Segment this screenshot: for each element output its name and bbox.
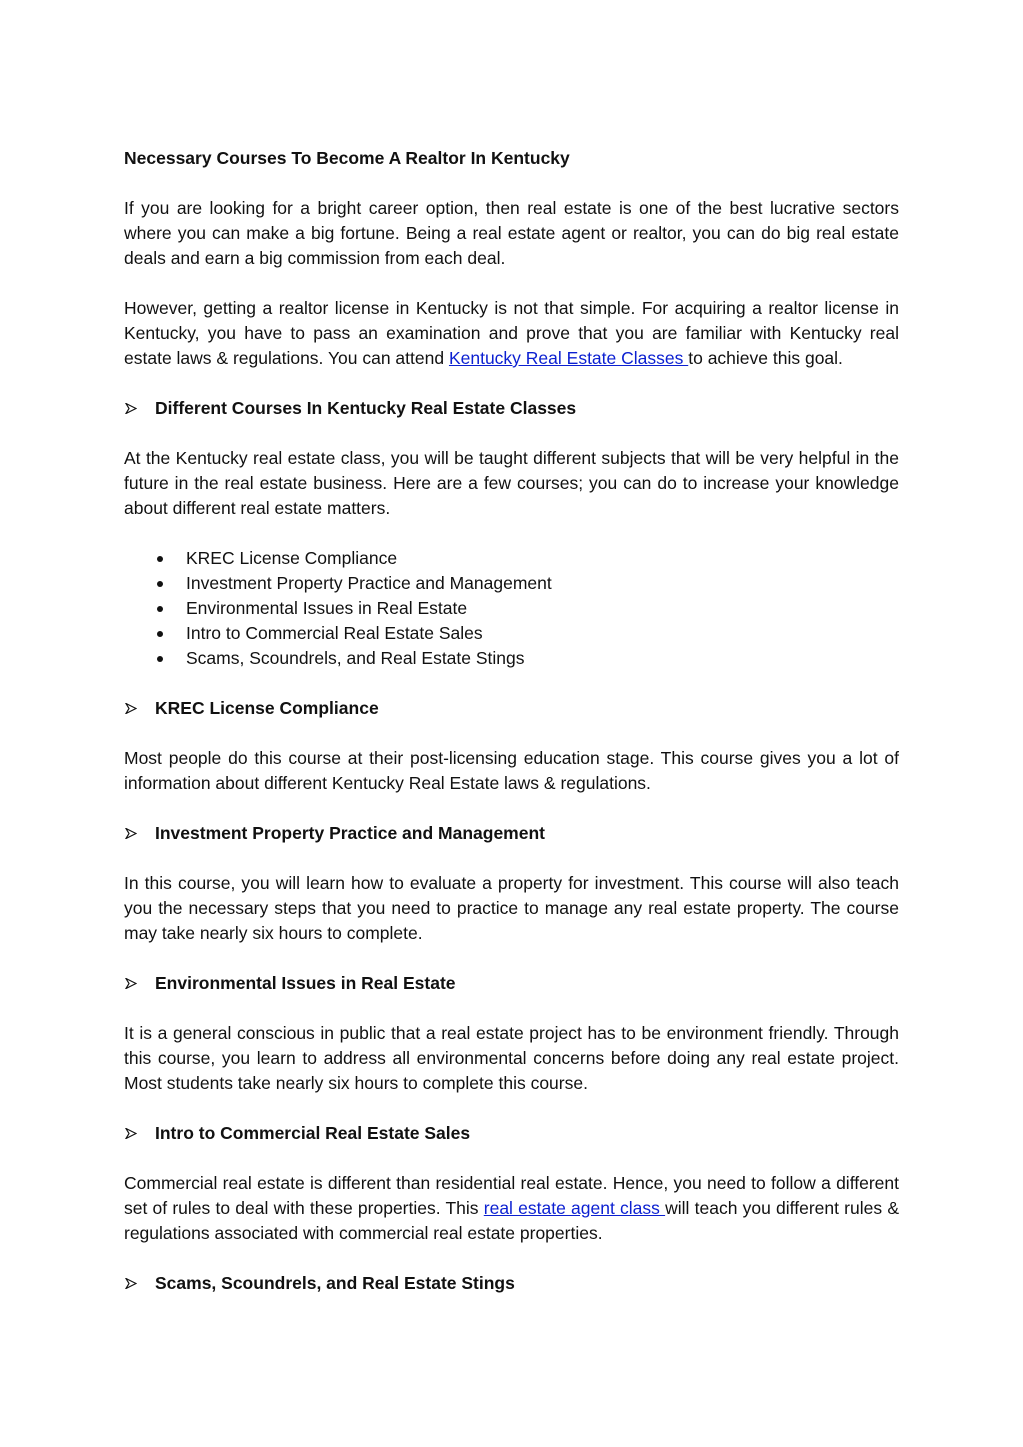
bullet-icon — [157, 656, 163, 662]
real-estate-agent-class-link[interactable]: real estate agent class — [483, 1198, 666, 1218]
list-item-label: Investment Property Practice and Management — [186, 573, 552, 593]
license-paragraph-end: to achieve this goal. — [688, 348, 843, 368]
kentucky-real-estate-classes-link[interactable]: Kentucky Real Estate Classes — [448, 348, 689, 368]
commercial-paragraph — [124, 1171, 899, 1246]
bullet-icon — [157, 606, 163, 612]
section-heading-investment — [124, 821, 899, 846]
list-item-label: Environmental Issues in Real Estate — [186, 598, 468, 618]
section-heading-krec — [124, 696, 899, 721]
list-item — [124, 546, 899, 571]
intro-paragraph: If you are looking for a bright career option, then real estate is one of the best lucrative sectors where you can make a big fortune. Being a real estate agent or realtor, you can do big real estate deals and earn a big commission from each deal. — [124, 198, 899, 268]
document-title: Necessary Courses To Become A Realtor In Kentucky — [124, 148, 570, 168]
krec-paragraph: Most people do this course at their post-licensing education stage. This course gives you a lot of information about different Kentucky Real Estate laws & regulations. — [124, 748, 899, 793]
bullet-icon — [157, 556, 163, 562]
section-heading-scams — [124, 1271, 899, 1296]
section-heading-label: KREC License Compliance — [155, 698, 379, 718]
bullet-icon — [157, 581, 163, 587]
environmental-paragraph: It is a general conscious in public that a real estate project has to be environment friendly. Through this course, you learn to address all environmental concerns before doing any real estate project. Most students take nearly six hours to complete this course. — [124, 1023, 899, 1093]
list-item — [124, 646, 899, 671]
arrowhead-icon — [124, 396, 155, 421]
arrowhead-icon — [124, 971, 155, 996]
list-item — [124, 621, 899, 646]
commercial-paragraph-end: will teach you different rules & regulations associated with commercial real estate properties. — [124, 1198, 899, 1243]
section-heading-label: Environmental Issues in Real Estate — [155, 973, 456, 993]
list-item-label: Scams, Scoundrels, and Real Estate Stings — [186, 648, 525, 668]
arrowhead-icon — [124, 1121, 155, 1146]
courses-intro-paragraph: At the Kentucky real estate class, you will be taught different subjects that will be very helpful in the future in the real estate business. Here are a few courses; you can do to increase your knowledge about different real estate matters. — [124, 448, 899, 518]
course-list — [124, 546, 899, 671]
list-item — [124, 571, 899, 596]
list-item-label: KREC License Compliance — [186, 548, 398, 568]
section-heading-label: Intro to Commercial Real Estate Sales — [155, 1123, 471, 1143]
section-heading-different-courses — [124, 396, 899, 421]
investment-paragraph: In this course, you will learn how to evaluate a property for investment. This course will also teach you the necessary steps that you need to practice to manage any real estate property. The course may take nearly six hours to complete. — [124, 873, 899, 943]
section-heading-label: Scams, Scoundrels, and Real Estate Stings — [155, 1273, 515, 1293]
license-paragraph-text: However, getting a realtor license in Kentucky is not that simple. For acquiring a realtor license in Kentucky, you have to pass an examination and prove that you are familiar with Kentucky real estate laws & regulations. You can attend — [124, 298, 899, 368]
list-item — [124, 596, 899, 621]
list-item-label: Intro to Commercial Real Estate Sales — [186, 623, 483, 643]
section-heading-label: Investment Property Practice and Management — [155, 823, 545, 843]
arrowhead-icon — [124, 696, 155, 721]
arrowhead-icon — [124, 821, 155, 846]
commercial-paragraph-text: Commercial real estate is different than residential real estate. Hence, you need to follow a different set of rules to deal with these properties. This — [124, 1173, 899, 1218]
document-page — [124, 146, 899, 1321]
arrowhead-icon — [124, 1271, 155, 1296]
bullet-icon — [157, 631, 163, 637]
license-paragraph — [124, 296, 899, 371]
section-heading-commercial — [124, 1121, 899, 1146]
section-heading-environmental — [124, 971, 899, 996]
section-heading-label: Different Courses In Kentucky Real Estate Classes — [155, 398, 577, 418]
